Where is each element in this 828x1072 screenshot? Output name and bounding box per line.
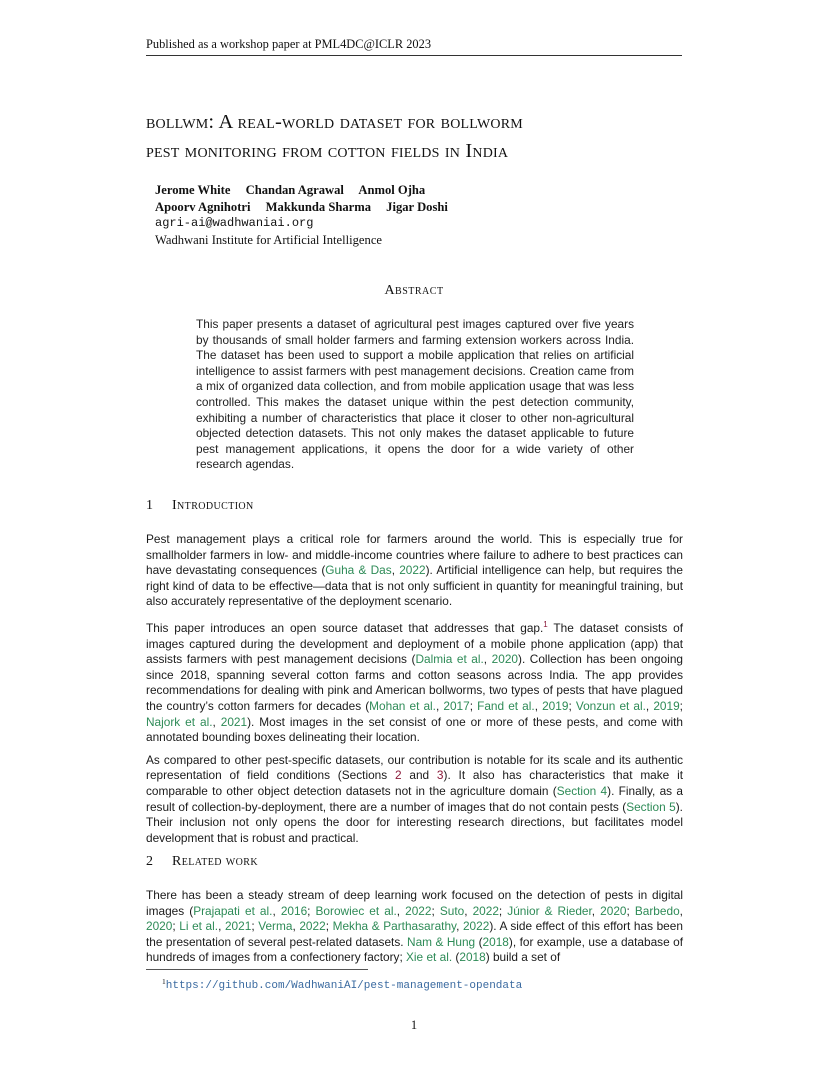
paragraph: Pest management plays a critical role for farmers around the world. This is especially true for smallholder farmers in low- and middle-income countries where failure to adhere to best practices can have devastating consequences (Guha & Das, 2022). Artificial intelligence can help, but requires the right kind of data to be effective—data that is not only sufficient in quantity for meaningful training, but also accurately representative of the deployment scenario.	[146, 532, 683, 609]
author-name: Jigar Doshi	[386, 199, 448, 214]
citation-link[interactable]: Fand et al.	[477, 698, 535, 713]
footnote-url-link[interactable]: https://github.com/WadhwaniAI/pest-management-opendata	[165, 980, 523, 992]
abstract-heading: Abstract	[384, 283, 444, 298]
paragraph: There has been a steady stream of deep learning work focused on the detection of pests in digital images (Prajapati et al., 2016; Borowiec et al., 2022; Suto, 2022; Júnior & Rieder, 2020; Barbedo, 2020; Li et al., 2021; Verma, 2022; Mekha & Parthasarathy, 2022). A side effect of this effort has been the presentation of several pest-related datasets. Nam & Hung (2018), for example, use a database of hundreds of images from a confectionery factory; Xie et al. (2018) build a set of	[146, 888, 684, 965]
author-name: Chandan Agrawal	[245, 183, 344, 197]
section-reference-link[interactable]: Section 5	[626, 799, 676, 814]
footnote-rule	[146, 969, 368, 970]
citation-link[interactable]: 2019	[542, 698, 569, 713]
citation-link[interactable]: 2020	[600, 903, 627, 918]
citation-link[interactable]: 2022	[299, 919, 326, 934]
citation-link[interactable]: 2017	[443, 698, 470, 713]
citation-link[interactable]: 2018	[482, 934, 509, 949]
page-number: 1	[410, 1018, 418, 1032]
footnote-marker[interactable]: 1	[543, 619, 548, 629]
section-reference-link[interactable]: Section 4	[556, 783, 608, 798]
footnote-number: 1	[162, 977, 166, 986]
title-line-1: bollwm: A real-world dataset for bollworm	[146, 111, 523, 133]
citation-link[interactable]: Borowiec et al.	[315, 903, 397, 918]
citation-link[interactable]: 2019	[653, 698, 680, 713]
citation-link[interactable]: Dalmia et al.	[415, 652, 484, 667]
citation-link[interactable]: Nam & Hung	[407, 934, 476, 949]
citation-link[interactable]: Barbedo	[634, 903, 680, 918]
footnote	[162, 975, 522, 993]
author-block	[155, 182, 675, 248]
paper-title	[146, 108, 706, 166]
citation-link[interactable]: 2022	[399, 563, 426, 578]
title-line-2: pest monitoring from cotton fields in India	[146, 140, 509, 162]
running-header: Published as a workshop paper at PML4DC@ICLR 2023	[146, 37, 432, 51]
author-name: Anmol Ojha	[358, 183, 426, 197]
citation-link[interactable]: 2020	[491, 652, 518, 667]
citation-link[interactable]: 2020	[146, 919, 173, 934]
citation-link[interactable]: 2022	[462, 919, 490, 934]
section-reference-link[interactable]: 3	[436, 768, 444, 783]
section-number: 2	[146, 854, 154, 869]
citation-link[interactable]: Prajapati et al.	[193, 903, 273, 918]
section-number: 1	[146, 498, 154, 513]
citation-link[interactable]: Verma	[258, 919, 293, 934]
citation-link[interactable]: 2022	[405, 903, 432, 918]
header-rule	[146, 55, 682, 56]
author-name: Apoorv Agnihotri	[155, 199, 251, 214]
section-heading-introduction	[146, 498, 254, 514]
citation-link[interactable]: Vonzun et al.	[575, 698, 646, 713]
citation-link[interactable]: Mohan et al.	[369, 698, 436, 713]
citation-link[interactable]: 2022	[472, 903, 499, 918]
citation-link[interactable]: Mekha & Parthasarathy	[332, 919, 457, 934]
citation-link[interactable]: Li et al.	[179, 919, 219, 934]
citation-link[interactable]: 2018	[459, 950, 486, 965]
introduction-body	[146, 532, 683, 853]
section-title: Introduction	[172, 498, 254, 513]
author-affiliation: Wadhwani Institute for Artificial Intelligence	[155, 232, 382, 247]
author-name: Jerome White	[155, 183, 231, 197]
citation-link[interactable]: 2016	[280, 903, 308, 918]
paragraph: As compared to other pest-specific datasets, our contribution is notable for its scale and its authentic representation of field conditions (Sections 2 and 3). It also has characteristics that make it comparable to other object detection datasets not in the agriculture domain (Section 4). Finally, as a result of collection-by-deployment, there are a number of images that do not contain pests (Section 5). Their inclusion not only opens the door for interesting research directions, but facilitates model development that is robust and practical.	[146, 752, 683, 845]
citation-link[interactable]: Guha & Das	[325, 563, 392, 578]
citation-link[interactable]: Najork et al.	[146, 714, 213, 729]
paragraph: This paper introduces an open source dataset that addresses that gap.$^1$ The dataset consists of images captured during the development and deployment of a mobile phone application (app) that assists farmers with pest management decisions (Dalmia et al., 2020). Collection has been ongoing since 2018, spanning several cotton farms and cotton seasons across India. The app provides recommendations for dealing with pink and American bollworms, two types of pests that have plagued the country’s cotton farmers for decades (Mohan et al., 2017; Fand et al., 2019; Vonzun et al., 2019; Najork et al., 2021). Most images in the set consist of one or more of these pests, and come with annotated bounding boxes delineating their location.	[146, 619, 683, 745]
citation-link[interactable]: Júnior & Rieder	[507, 903, 592, 918]
related-work-body	[146, 888, 683, 973]
author-row-1	[155, 182, 675, 199]
citation-link[interactable]: 2021	[220, 714, 248, 729]
section-reference-link[interactable]: 2	[394, 768, 402, 783]
citation-link[interactable]: Xie et al.	[406, 950, 453, 965]
author-email[interactable]: agri-ai@wadhwaniai.org	[155, 216, 314, 230]
citation-link[interactable]: Suto	[439, 903, 465, 918]
citation-link[interactable]: 2021	[224, 919, 252, 934]
section-heading-related-work	[146, 854, 258, 870]
section-title: Related work	[172, 854, 258, 869]
abstract-text: This paper presents a dataset of agricultural pest images captured over five years by thousands of small holder farmers and farming extension workers across India. The dataset has been used to support a mobile application that relies on artificial intelligence to assist farmers with pest management decisions. Creation came from a mix of organized data collection, and from mobile application usage that was less controlled. This makes the dataset unique within the pest detection community, exhibiting a number of characteristics that place it closer to other non-agricultural objected detection datasets. This not only makes the dataset applicable to future pest management applications, it opens the door for a wide variety of other research agendas.	[196, 317, 634, 472]
author-row-2	[155, 199, 675, 216]
author-name: Makkunda Sharma	[265, 199, 372, 214]
